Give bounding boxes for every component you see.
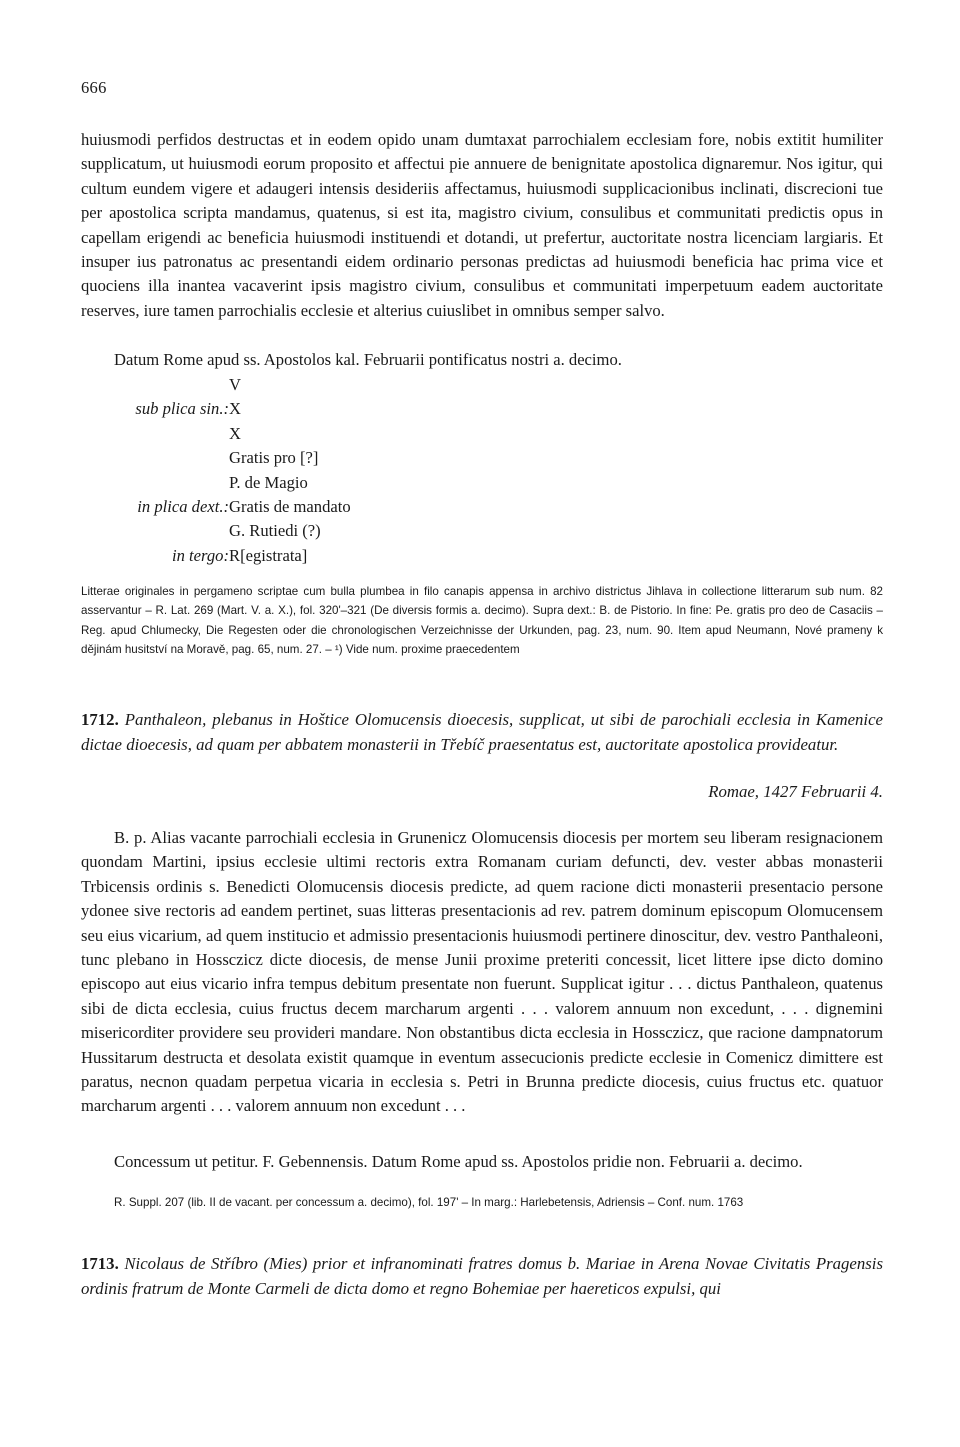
plica-label — [81, 519, 229, 543]
plica-value: X — [229, 423, 241, 443]
page-number: 666 — [81, 78, 107, 97]
entry-source-note: R. Suppl. 207 (lib. II de vacant. per concessum a. decimo), fol. 197' – In marg.: Harlebetensis, Adriensis – Conf. num. 1763 — [114, 1196, 744, 1209]
plica-value: Gratis de mandato — [229, 496, 351, 516]
plica-row — [81, 446, 581, 470]
entry-body: B. p. Alias vacante parrochiali ecclesia in Grunenicz Olomucensis diocesis per mortem seu liberam resignacionem quondam Martini, ipsius ecclesie ultimi rectoris extra Romanam curiam defuncti, dev. vester abbas monasterii Trbicensis ordinis s. Benedicti Olomucensis diocesis predicte, ad quem racione dicti monasterii presentacio persone ydonee sive rectoris ad eandem pertinet, suas litteras presentacionis ad rev. patrem dominum episcopum Olomucensem seu eius vicarium, ad quem institucio et admissio presentacionis huiusmodi pertinere dinoscitur, dev. vestro Panthaleoni, tunc plebano in Hossczicz dicte diocesis, de mense Junii proxime preteriti concessit, licet littere ipse dicto domino episcopo aut eius vicario infra tempus debitum presentate non fuerunt. Supplicat igitur . . . dictus Panthaleon, quatenus sibi de dicta ecclesia, cuius fructus decem marcharum argenti . . . valorem annuum non excedunt, . . . dignemini misericorditer providere seu provideri mandare. Non obstantibus dicta ecclesia in Hossczicz, que racione dampnatorum Hussitarum destructa et desolata existit quamque in eventum assecucionis predicte ecclesie in Comenicz dimittere est paratus, necnon quadam perpetua vicaria in ecclesia s. Petri in Brunna predicte diocesis, cuius fructus etc. quatuor marcharum argenti . . . valorem annuum non excedunt . . . — [81, 828, 883, 1116]
entry-summary: Panthaleon, plebanus in Hoštice Olomucensis dioecesis, supplicat, ut sibi de parochiali ecclesia in Kamenice dictae dioecesis, ad quam per abbatem monasterii in Třebíč praesentatus est, auctoritate apostolica provideatur. — [81, 710, 883, 754]
plica-row — [81, 471, 581, 495]
entry-concessum: Concessum ut petitur. F. Gebennensis. Datum Rome apud ss. Apostolos pridie non. Februarii a. decimo. — [114, 1152, 803, 1171]
entry-summary: Nicolaus de Stříbro (Mies) prior et infranominati fratres domus b. Mariae in Arena Novae Civitatis Pragensis ordinis fratrum de Monte Carmeli de dicta domo et regno Bohemiae per haereticos expulsi, qui — [81, 1254, 883, 1298]
plica-row — [81, 495, 581, 519]
plica-label: in plica dext.: — [137, 496, 229, 516]
plica-label — [81, 446, 229, 470]
plica-value: P. de Magio — [229, 472, 308, 492]
plica-row — [81, 519, 581, 543]
plica-value: R[egistrata] — [229, 545, 308, 565]
plica-label — [81, 422, 229, 446]
plica-value: Gratis pro [?] — [229, 448, 319, 468]
entry-number: 1713. — [81, 1254, 119, 1273]
plica-value: G. Rutiedi (?) — [229, 521, 321, 541]
entry-heading-1713 — [81, 1252, 883, 1301]
plica-annotations — [81, 373, 581, 568]
plica-label — [81, 471, 229, 495]
datum-line: Datum Rome apud ss. Apostolos kal. Februarii pontificatus nostri a. decimo. — [114, 350, 622, 369]
plica-row — [81, 373, 581, 397]
plica-value: X — [229, 399, 241, 419]
plica-value: V — [229, 375, 241, 394]
plica-label — [81, 373, 229, 397]
plica-label: in tergo: — [172, 545, 229, 565]
plica-row — [81, 397, 581, 421]
entry-heading-1712 — [81, 708, 883, 757]
continued-paragraph: huiusmodi perfidos destructas et in eodem opido unam dumtaxat parrochialem ecclesiam fore, nobis extitit humiliter supplicatum, ut huiusmodi eorum proposito et affectui pie annuere de benignitate apostolica dignaremur. Nos igitur, qui cultum eundem vigere et adaugeri intensis desideriis affectamus, huiusmodi supplicacionibus inclinati, discrecioni tue per apostolica scripta mandamus, quatenus, si est ita, magistro civium, consulibus et communitati predictis opus in capellam erigendi ac beneficia huiusmodi instituendi et dotandi, ut prefertur, auctoritate nostra licenciam largiaris. Et insuper ius patronatus ac presentandi eidem ordinario personas predictas ad huiusmodi beneficia hac prima vice et quociens illa inantea vacaverint ipsis magistro civium, consulibus et communitati imperpetuum eadem auctoritate reserves, iure tamen parrochialis ecclesie et alterius cuiuslibet in omnibus semper salvo. — [81, 130, 883, 320]
plica-label: sub plica sin.: — [135, 399, 229, 419]
plica-row — [81, 422, 581, 446]
source-note: Litterae originales in pergameno scriptae cum bulla plumbea in filo canapis appensa in archivo districtus Jihlava in collectione litterarum sub num. 82 asservantur – R. Lat. 269 (Mart. V. a. X.), fol. 320'–321 (De diversis formis a. decimo). Supra dext.: B. de Pistorio. In fine: Pe. gratis pro deo de Casaciis – Reg. apud Chlumecky, Die Regesten oder die chronologischen Verzeichnisse der Urkunden, pag. 23, num. 90. Item apud Neumann, Nové prameny k dějinám husitství na Moravě, pag. 65, num. 27. – ¹) Vide num. proxime praecedentem — [81, 585, 883, 657]
plica-row — [81, 544, 581, 568]
entry-number: 1712. — [81, 710, 119, 729]
entry-dateline: Romae, 1427 Februarii 4. — [708, 782, 883, 801]
